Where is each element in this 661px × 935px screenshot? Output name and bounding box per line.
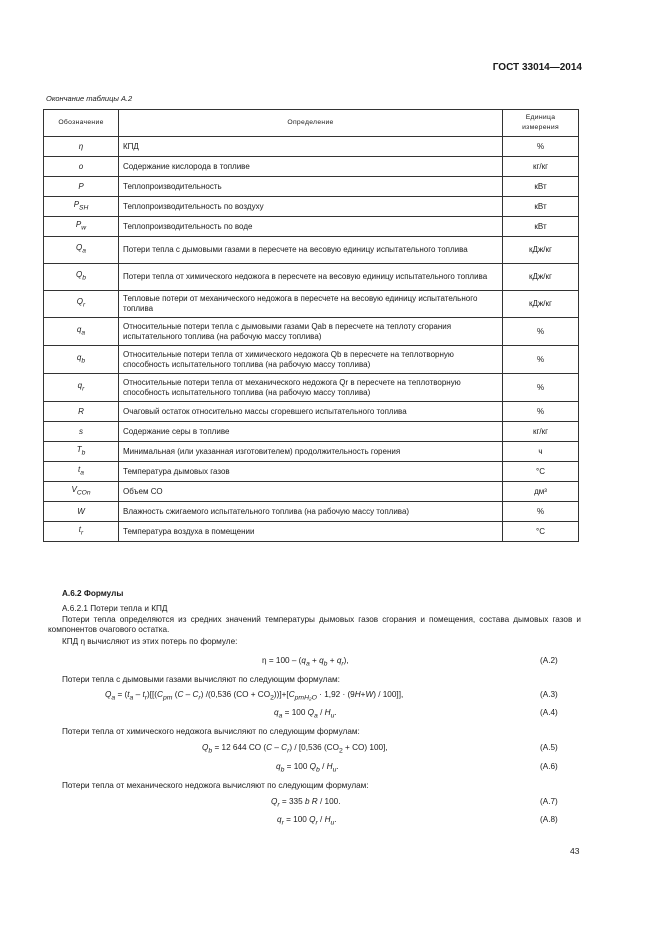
table-row — [44, 237, 579, 264]
row-symbol — [44, 157, 119, 177]
column-header-unit: Единица измерения — [503, 110, 579, 137]
row-unit: кг/кг — [503, 157, 579, 177]
row-definition: Содержание серы в топливе — [119, 422, 503, 442]
symbol-subscript: r — [83, 301, 86, 309]
symbol-base: q — [76, 352, 82, 362]
table-row — [44, 157, 579, 177]
row-unit: °C — [503, 462, 579, 482]
symbol-base: P — [75, 219, 82, 229]
paragraph-mechanical-losses: Потери тепла от механического недожога вычисляют по следующим формулам: — [62, 781, 369, 790]
row-unit: % — [503, 346, 579, 374]
symbols-table — [43, 109, 579, 542]
row-definition: Относительные потери тепла от механического недожога Qr в пересчете на теплотворную способность испытательного топлива (на рабочую массу топлива) — [119, 374, 503, 402]
formula-a2: $\eta = 100 - (q_a + q_b + q_r)$, — [262, 656, 349, 668]
row-symbol — [44, 137, 119, 157]
symbol-base: Q — [76, 243, 83, 253]
formula-a8-number: (А.8) — [540, 815, 558, 824]
row-definition: Очаговый остаток относительно массы сгоревшего испытательного топлива — [119, 402, 503, 422]
paragraph-losses-intro: Потери тепла определяются из средних значений температуры дымовых газов сгорания и помещения, состава дымовых газов и компонентов очагового остатка. — [48, 615, 581, 635]
row-unit: ч — [503, 442, 579, 462]
formula-a2-number: (А.2) — [540, 656, 558, 665]
paragraph-efficiency: КПД η вычисляют из этих потерь по формуле: — [62, 637, 238, 646]
table-row — [44, 442, 579, 462]
symbol-base: t — [78, 524, 81, 534]
table-row — [44, 402, 579, 422]
symbol-base: P — [78, 181, 84, 191]
row-definition: Относительные потери тепла от химического недожога Qb в пересчете на теплотворную способность испытательного топлива (на рабочую массу топлива) — [119, 346, 503, 374]
symbol-subscript: b — [81, 357, 86, 365]
symbol-base: T — [76, 444, 82, 454]
formula-a6: $q_b = 100$ $Q_b / H_u$. — [276, 762, 339, 774]
row-symbol — [44, 374, 119, 402]
row-unit: % — [503, 137, 579, 157]
row-unit: % — [503, 374, 579, 402]
table-row — [44, 264, 579, 291]
table-row — [44, 346, 579, 374]
formula-a6-number: (А.6) — [540, 762, 558, 771]
document-standard-number: ГОСТ 33014—2014 — [492, 62, 582, 73]
row-definition: КПД — [119, 137, 503, 157]
table-row — [44, 502, 579, 522]
row-definition: Температура дымовых газов — [119, 462, 503, 482]
row-symbol — [44, 346, 119, 374]
symbol-subscript: a — [81, 329, 86, 337]
table-caption: Окончание таблицы А.2 — [46, 94, 133, 103]
symbol-subscript: b — [82, 274, 86, 282]
symbol-base: Q — [76, 270, 83, 280]
row-definition: Потери тепла с дымовыми газами в пересчете на весовую единицу испытательного топлива — [119, 237, 503, 264]
row-unit: % — [503, 502, 579, 522]
symbol-subscript: SH — [79, 204, 89, 212]
row-symbol — [44, 237, 119, 264]
row-unit: кДж/кг — [503, 291, 579, 318]
symbol-subscript: b — [81, 449, 86, 457]
table-row — [44, 522, 579, 542]
row-definition: Объем СО — [119, 482, 503, 502]
row-symbol — [44, 422, 119, 442]
symbol-base: R — [78, 406, 84, 416]
symbol-subscript: w — [81, 224, 87, 232]
row-definition: Тепловые потери от механического недожога в пересчете на весовую единицу испытательного топлива — [119, 291, 503, 318]
row-symbol — [44, 482, 119, 502]
row-symbol — [44, 522, 119, 542]
paragraph-flue-gas-losses: Потери тепла с дымовыми газами вычисляют по следующим формулам: — [62, 675, 340, 684]
row-symbol — [44, 291, 119, 318]
formula-a3-number: (А.3) — [540, 690, 558, 699]
row-unit: кДж/кг — [503, 237, 579, 264]
row-symbol — [44, 217, 119, 237]
table-row — [44, 318, 579, 346]
row-unit: кВт — [503, 177, 579, 197]
row-unit: кВт — [503, 217, 579, 237]
row-symbol — [44, 318, 119, 346]
paragraph-chemical-losses: Потери тепла от химического недожога вычисляют по следующим формулам: — [62, 727, 360, 736]
table-row — [44, 197, 579, 217]
row-unit: кВт — [503, 197, 579, 217]
symbol-subscript: a — [82, 247, 86, 255]
formula-a5-number: (А.5) — [540, 743, 558, 752]
row-symbol — [44, 177, 119, 197]
row-symbol — [44, 264, 119, 291]
symbol-base: η — [78, 141, 84, 151]
subsection-heading: А.6.2.1 Потери тепла и КПД — [62, 604, 168, 613]
page-number: 43 — [570, 846, 580, 856]
table-row — [44, 462, 579, 482]
formula-a3: $Q_a = (t_a - t_r)[[(C_{pm}$ $(C - C_r)$ /(0,536 $(CO + CO_2))]+[C_{pmH_2O} \cdot 1,92 \cdot (9H+W) / 100]$], — [105, 690, 404, 702]
symbol-subscript: COn — [76, 489, 91, 497]
row-definition: Относительные потери тепла с дымовыми газами Qab в пересчете на теплоту сгорания испытательного топлива (на рабочую массу топлива) — [119, 318, 503, 346]
column-header-definition: Определение — [119, 110, 503, 137]
row-unit: кг/кг — [503, 422, 579, 442]
row-definition: Содержание кислорода в топливе — [119, 157, 503, 177]
symbol-base: o — [78, 161, 84, 171]
table-row — [44, 137, 579, 157]
formula-a4-number: (А.4) — [540, 708, 558, 717]
symbol-subscript: r — [81, 529, 84, 537]
row-definition: Минимальная (или указанная изготовителем) продолжительность горения — [119, 442, 503, 462]
row-definition: Влажность сжигаемого испытательного топлива (на рабочую массу топлива) — [119, 502, 503, 522]
formula-a8: $q_r = 100$ $Q_r / H_u$. — [277, 815, 337, 827]
table-row — [44, 217, 579, 237]
row-unit: % — [503, 318, 579, 346]
symbol-base: s — [79, 426, 83, 436]
row-symbol — [44, 502, 119, 522]
table-row — [44, 177, 579, 197]
row-unit: кДж/кг — [503, 264, 579, 291]
symbol-base: q — [77, 380, 83, 390]
row-unit: °C — [503, 522, 579, 542]
row-definition: Температура воздуха в помещении — [119, 522, 503, 542]
symbol-base: Q — [76, 297, 83, 307]
symbol-base: W — [77, 506, 85, 516]
table-row — [44, 374, 579, 402]
table-row — [44, 422, 579, 442]
row-symbol — [44, 462, 119, 482]
row-symbol — [44, 402, 119, 422]
symbol-base: q — [76, 324, 82, 334]
formula-a7-number: (А.7) — [540, 797, 558, 806]
row-unit: % — [503, 402, 579, 422]
symbol-subscript: a — [80, 469, 84, 477]
symbol-base: t — [78, 464, 81, 474]
section-heading: А.6.2 Формулы — [62, 589, 124, 598]
column-header-symbol: Обозначение — [44, 110, 119, 137]
row-definition: Потери тепла от химического недожога в пересчете на весовую единицу испытательного топлива — [119, 264, 503, 291]
row-unit: дм³ — [503, 482, 579, 502]
table-row — [44, 291, 579, 318]
row-definition: Теплопроизводительность по воде — [119, 217, 503, 237]
table-row — [44, 482, 579, 502]
table-header-row — [44, 110, 579, 137]
row-symbol — [44, 197, 119, 217]
formula-a4: $q_a = 100$ $Q_a / H_u$. — [274, 708, 337, 720]
formula-a7: $Q_r = 335$ b R / 100. — [271, 797, 341, 809]
symbol-base: V — [71, 484, 77, 494]
formula-a5: $Q_b = 12$ 644 CO $(C - C_r) / [0,536$ $(CO_2 + CO)$ 100], — [202, 743, 388, 755]
symbol-subscript: r — [82, 385, 85, 393]
row-definition: Теплопроизводительность по воздуху — [119, 197, 503, 217]
row-symbol — [44, 442, 119, 462]
symbol-base: P — [73, 199, 80, 209]
row-definition: Теплопроизводительность — [119, 177, 503, 197]
